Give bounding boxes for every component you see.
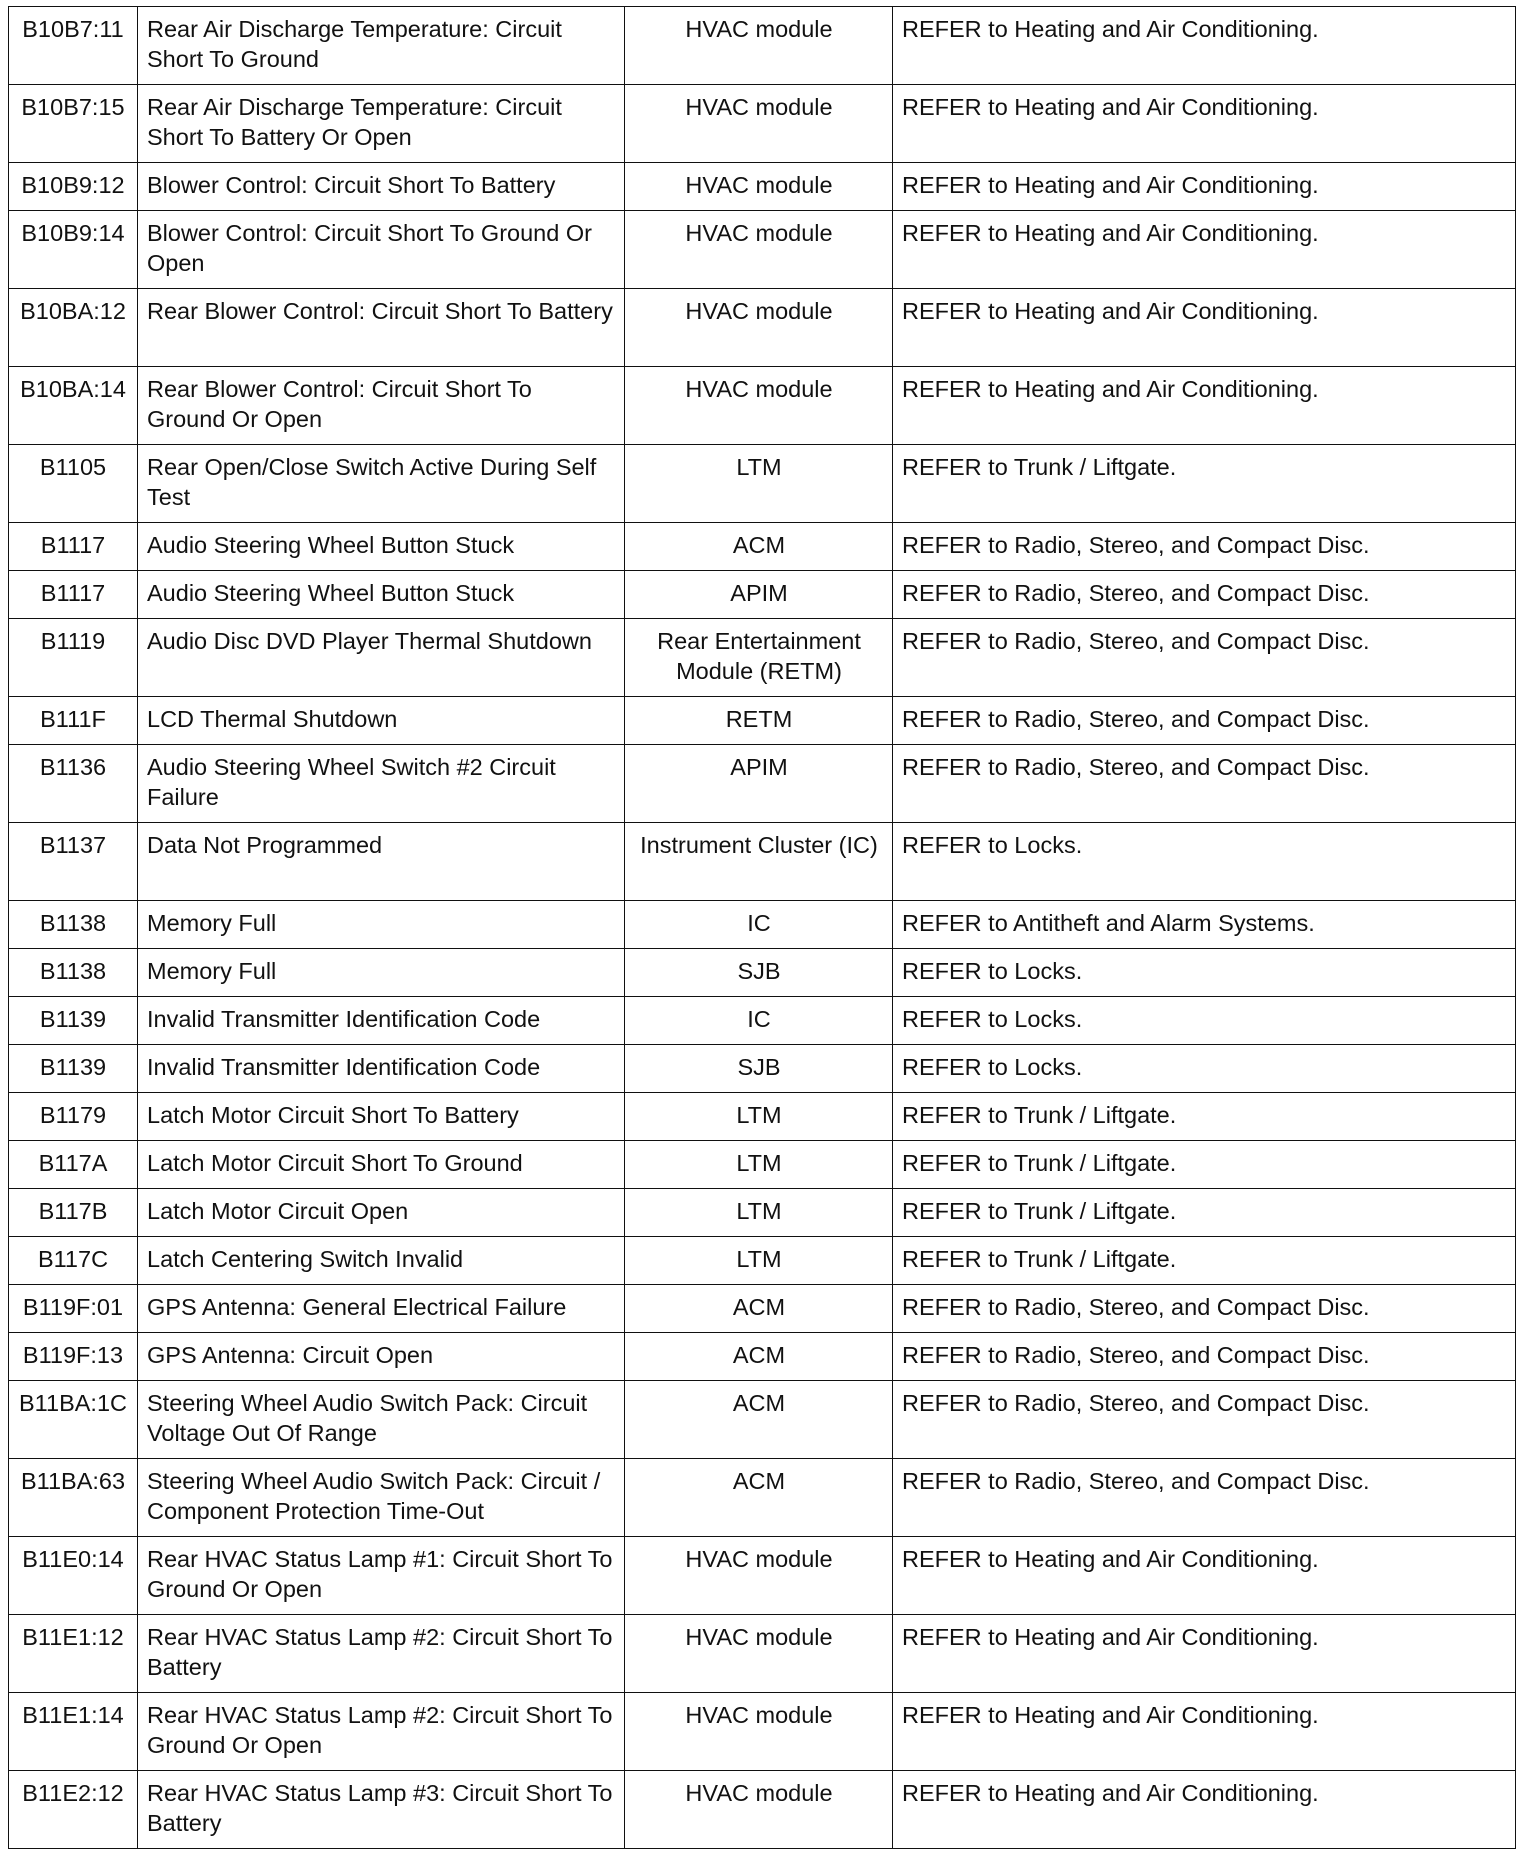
dtc-code-cell: B1119: [9, 619, 138, 697]
module-cell: HVAC module: [625, 211, 893, 289]
dtc-code-cell: B111F: [9, 697, 138, 745]
description-cell: Rear Blower Control: Circuit Short To Battery: [138, 289, 625, 367]
description-cell: Audio Steering Wheel Switch #2 Circuit Failure: [138, 745, 625, 823]
table-row: [9, 619, 1516, 697]
description-cell: Invalid Transmitter Identification Code: [138, 997, 625, 1045]
module-cell: LTM: [625, 1141, 893, 1189]
table-row: [9, 1771, 1516, 1849]
description-cell: Rear Air Discharge Temperature: Circuit Short To Battery Or Open: [138, 85, 625, 163]
table-row: [9, 823, 1516, 901]
dtc-code-cell: B10B7:15: [9, 85, 138, 163]
table-row: [9, 1537, 1516, 1615]
dtc-code-cell: B119F:13: [9, 1333, 138, 1381]
table-row: [9, 1381, 1516, 1459]
dtc-code-cell: B1139: [9, 997, 138, 1045]
table-row: [9, 445, 1516, 523]
table-row: [9, 1189, 1516, 1237]
module-cell: HVAC module: [625, 289, 893, 367]
dtc-code-cell: B11BA:1C: [9, 1381, 138, 1459]
dtc-code-cell: B117A: [9, 1141, 138, 1189]
module-cell: HVAC module: [625, 367, 893, 445]
action-cell: REFER to Trunk / Liftgate.: [893, 1141, 1516, 1189]
dtc-code-cell: B11E0:14: [9, 1537, 138, 1615]
table-row: [9, 289, 1516, 367]
dtc-code-cell: B10BA:14: [9, 367, 138, 445]
action-cell: REFER to Radio, Stereo, and Compact Disc.: [893, 745, 1516, 823]
dtc-code-cell: B1117: [9, 523, 138, 571]
dtc-code-cell: B11BA:63: [9, 1459, 138, 1537]
table-row: [9, 697, 1516, 745]
module-cell: HVAC module: [625, 1771, 893, 1849]
dtc-table-body: [9, 7, 1516, 1849]
module-cell: IC: [625, 997, 893, 1045]
module-cell: HVAC module: [625, 1615, 893, 1693]
description-cell: Data Not Programmed: [138, 823, 625, 901]
dtc-code-cell: B11E2:12: [9, 1771, 138, 1849]
dtc-table: [8, 6, 1516, 1849]
table-row: [9, 163, 1516, 211]
table-row: [9, 571, 1516, 619]
action-cell: REFER to Radio, Stereo, and Compact Disc.: [893, 1333, 1516, 1381]
table-row: [9, 1237, 1516, 1285]
description-cell: Steering Wheel Audio Switch Pack: Circuit Voltage Out Of Range: [138, 1381, 625, 1459]
module-cell: LTM: [625, 445, 893, 523]
table-row: [9, 1285, 1516, 1333]
module-cell: HVAC module: [625, 85, 893, 163]
description-cell: GPS Antenna: Circuit Open: [138, 1333, 625, 1381]
action-cell: REFER to Heating and Air Conditioning.: [893, 289, 1516, 367]
description-cell: Memory Full: [138, 901, 625, 949]
description-cell: Rear HVAC Status Lamp #1: Circuit Short To Ground Or Open: [138, 1537, 625, 1615]
action-cell: REFER to Heating and Air Conditioning.: [893, 1771, 1516, 1849]
dtc-code-cell: B10BA:12: [9, 289, 138, 367]
dtc-code-cell: B1137: [9, 823, 138, 901]
action-cell: REFER to Trunk / Liftgate.: [893, 1093, 1516, 1141]
action-cell: REFER to Heating and Air Conditioning.: [893, 163, 1516, 211]
table-row: [9, 1093, 1516, 1141]
action-cell: REFER to Heating and Air Conditioning.: [893, 7, 1516, 85]
table-row: [9, 1693, 1516, 1771]
dtc-code-cell: B117C: [9, 1237, 138, 1285]
table-row: [9, 1459, 1516, 1537]
action-cell: REFER to Locks.: [893, 949, 1516, 997]
action-cell: REFER to Radio, Stereo, and Compact Disc.: [893, 571, 1516, 619]
table-row: [9, 1333, 1516, 1381]
action-cell: REFER to Radio, Stereo, and Compact Disc.: [893, 697, 1516, 745]
description-cell: Latch Centering Switch Invalid: [138, 1237, 625, 1285]
description-cell: Audio Steering Wheel Button Stuck: [138, 523, 625, 571]
table-row: [9, 901, 1516, 949]
module-cell: HVAC module: [625, 7, 893, 85]
table-row: [9, 997, 1516, 1045]
description-cell: Blower Control: Circuit Short To Ground Or Open: [138, 211, 625, 289]
action-cell: REFER to Heating and Air Conditioning.: [893, 211, 1516, 289]
description-cell: Rear Blower Control: Circuit Short To Ground Or Open: [138, 367, 625, 445]
action-cell: REFER to Locks.: [893, 823, 1516, 901]
description-cell: Latch Motor Circuit Short To Ground: [138, 1141, 625, 1189]
module-cell: LTM: [625, 1189, 893, 1237]
action-cell: REFER to Heating and Air Conditioning.: [893, 1615, 1516, 1693]
module-cell: HVAC module: [625, 1693, 893, 1771]
module-cell: IC: [625, 901, 893, 949]
dtc-code-cell: B11E1:14: [9, 1693, 138, 1771]
action-cell: REFER to Radio, Stereo, and Compact Disc.: [893, 1459, 1516, 1537]
module-cell: Rear Entertainment Module (RETM): [625, 619, 893, 697]
description-cell: Rear Air Discharge Temperature: Circuit Short To Ground: [138, 7, 625, 85]
description-cell: Audio Steering Wheel Button Stuck: [138, 571, 625, 619]
action-cell: REFER to Trunk / Liftgate.: [893, 1237, 1516, 1285]
module-cell: ACM: [625, 1285, 893, 1333]
dtc-code-cell: B1105: [9, 445, 138, 523]
module-cell: HVAC module: [625, 163, 893, 211]
action-cell: REFER to Radio, Stereo, and Compact Disc.: [893, 619, 1516, 697]
dtc-code-cell: B10B9:12: [9, 163, 138, 211]
action-cell: REFER to Locks.: [893, 1045, 1516, 1093]
action-cell: REFER to Radio, Stereo, and Compact Disc.: [893, 523, 1516, 571]
table-row: [9, 949, 1516, 997]
description-cell: Rear HVAC Status Lamp #2: Circuit Short To Ground Or Open: [138, 1693, 625, 1771]
table-row: [9, 1615, 1516, 1693]
action-cell: REFER to Trunk / Liftgate.: [893, 1189, 1516, 1237]
table-row: [9, 367, 1516, 445]
table-row: [9, 1045, 1516, 1093]
action-cell: REFER to Heating and Air Conditioning.: [893, 367, 1516, 445]
module-cell: ACM: [625, 1381, 893, 1459]
action-cell: REFER to Heating and Air Conditioning.: [893, 1693, 1516, 1771]
dtc-code-cell: B1136: [9, 745, 138, 823]
dtc-code-cell: B1138: [9, 949, 138, 997]
description-cell: Latch Motor Circuit Open: [138, 1189, 625, 1237]
description-cell: Steering Wheel Audio Switch Pack: Circuit / Component Protection Time-Out: [138, 1459, 625, 1537]
description-cell: Rear Open/Close Switch Active During Self Test: [138, 445, 625, 523]
table-row: [9, 85, 1516, 163]
module-cell: LTM: [625, 1093, 893, 1141]
dtc-code-cell: B1139: [9, 1045, 138, 1093]
action-cell: REFER to Locks.: [893, 997, 1516, 1045]
description-cell: Latch Motor Circuit Short To Battery: [138, 1093, 625, 1141]
dtc-code-cell: B11E1:12: [9, 1615, 138, 1693]
table-row: [9, 1141, 1516, 1189]
action-cell: REFER to Radio, Stereo, and Compact Disc.: [893, 1381, 1516, 1459]
module-cell: ACM: [625, 1459, 893, 1537]
dtc-code-cell: B119F:01: [9, 1285, 138, 1333]
module-cell: SJB: [625, 949, 893, 997]
table-row: [9, 211, 1516, 289]
action-cell: REFER to Heating and Air Conditioning.: [893, 85, 1516, 163]
dtc-code-cell: B1179: [9, 1093, 138, 1141]
module-cell: Instrument Cluster (IC): [625, 823, 893, 901]
description-cell: Audio Disc DVD Player Thermal Shutdown: [138, 619, 625, 697]
description-cell: Blower Control: Circuit Short To Battery: [138, 163, 625, 211]
description-cell: Invalid Transmitter Identification Code: [138, 1045, 625, 1093]
dtc-code-cell: B10B7:11: [9, 7, 138, 85]
action-cell: REFER to Radio, Stereo, and Compact Disc.: [893, 1285, 1516, 1333]
description-cell: LCD Thermal Shutdown: [138, 697, 625, 745]
action-cell: REFER to Heating and Air Conditioning.: [893, 1537, 1516, 1615]
dtc-code-cell: B1138: [9, 901, 138, 949]
module-cell: LTM: [625, 1237, 893, 1285]
module-cell: ACM: [625, 1333, 893, 1381]
description-cell: GPS Antenna: General Electrical Failure: [138, 1285, 625, 1333]
description-cell: Rear HVAC Status Lamp #2: Circuit Short To Battery: [138, 1615, 625, 1693]
description-cell: Memory Full: [138, 949, 625, 997]
module-cell: ACM: [625, 523, 893, 571]
dtc-code-cell: B1117: [9, 571, 138, 619]
dtc-code-cell: B10B9:14: [9, 211, 138, 289]
module-cell: RETM: [625, 697, 893, 745]
module-cell: SJB: [625, 1045, 893, 1093]
table-row: [9, 745, 1516, 823]
table-row: [9, 523, 1516, 571]
dtc-code-cell: B117B: [9, 1189, 138, 1237]
module-cell: APIM: [625, 571, 893, 619]
table-row: [9, 7, 1516, 85]
module-cell: HVAC module: [625, 1537, 893, 1615]
module-cell: APIM: [625, 745, 893, 823]
action-cell: REFER to Trunk / Liftgate.: [893, 445, 1516, 523]
description-cell: Rear HVAC Status Lamp #3: Circuit Short To Battery: [138, 1771, 625, 1849]
action-cell: REFER to Antitheft and Alarm Systems.: [893, 901, 1516, 949]
